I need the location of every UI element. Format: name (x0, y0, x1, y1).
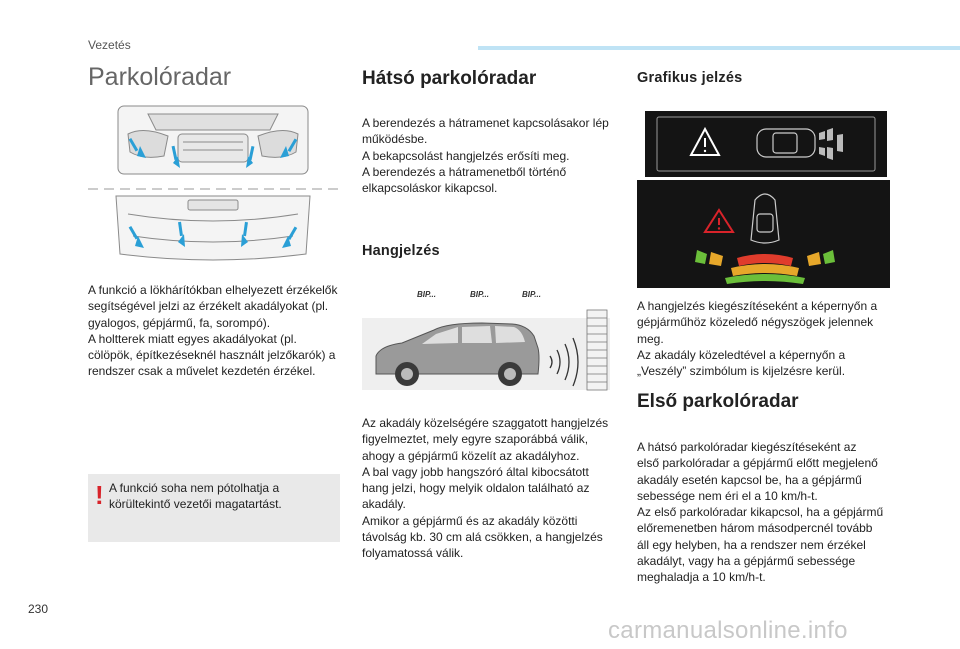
audible-signal-illustration (362, 288, 612, 400)
bumper-sensors-illustration (88, 104, 338, 278)
visual-signal-text: A hangjelzés kiegészítéseként a képernyőn a gépjárműhöz közeledő négyszögek jelennek meg. Az akadály közeledtével a képernyőn a „Veszély” szimbólum is kijelzésre kerül. (637, 299, 878, 379)
rear-bumper-drawing (116, 196, 310, 260)
display-rear-view-screen (637, 180, 890, 288)
parking-radar-intro: A funkció a lökhárítókban elhelyezett érzékelők segítségével jelzi az érzékelt akadályokat (pl. gyalogos, gépjármű, fa, sorompó). A holtterek miatt egyes akadályokat (pl. cölöpök, építkezéseknél használt jelzőkarók) a rendszer csak a művelet kezdetén érzékel. (88, 283, 338, 379)
rear-radar-title: Hátsó parkolóradar (362, 68, 537, 89)
warning-text: A funkció soha nem pótolhatja a körültekintő vezetői magatartást. (109, 481, 282, 512)
beep-label: BIP... (470, 290, 489, 299)
front-radar-title: Első parkolóradar (637, 391, 799, 412)
beep-label: BIP... (522, 290, 541, 299)
display-top-view-screen (645, 111, 887, 177)
watermark: carmanualsonline.info (608, 617, 848, 644)
page-title: Parkolóradar (88, 63, 232, 91)
rear-radar-intro: A berendezés a hátramenet kapcsolásakor lép működésbe. A bekapcsolást hangjelzés erősíti meg. A berendezés a hátramenetből történő elkapcsoláskor kikapcsol. (362, 116, 609, 196)
audible-signal-title: Hangjelzés (362, 243, 440, 259)
section-header: Vezetés (88, 38, 131, 52)
car-side-drawing (362, 308, 612, 400)
visual-signal-title: Grafikus jelzés (637, 70, 743, 86)
header-accent-bar (478, 46, 960, 50)
warning-exclamation-icon: ! (95, 480, 104, 510)
front-radar-text: A hátsó parkolóradar kiegészítéseként az első parkolóradar a gépjármű előtt megjelenő akadály esetén kapcsol be, ha a gépjármű sebessége nem éri el a 10 km/h-t. Az első parkolóradar kikapcsol, ha a gépjármű előremenetben három másodpercnél tovább áll egy helyben, ha a rendszer nem érzékel akadályt, vagy ha a gépjármű sebessége meghaladja a 10 km/h-t. (637, 440, 884, 585)
beep-label: BIP... (417, 290, 436, 299)
page-number: 230 (28, 602, 49, 616)
front-bumper-drawing (118, 106, 308, 174)
audible-signal-text: Az akadály közelségére szaggatott hangjelzés figyelmeztet, mely egyre szaporábbá válik, ahogy a gépjármű közelít az akadályhoz. A bal vagy jobb hangszóró által kibocsátott hang jelzi, hogy melyik oldalon található az akadály. Amikor a gépjármű és az akadály közötti távolság kb. 30 cm alá csökken, a hangjelzés folyamatossá válik. (362, 416, 609, 561)
